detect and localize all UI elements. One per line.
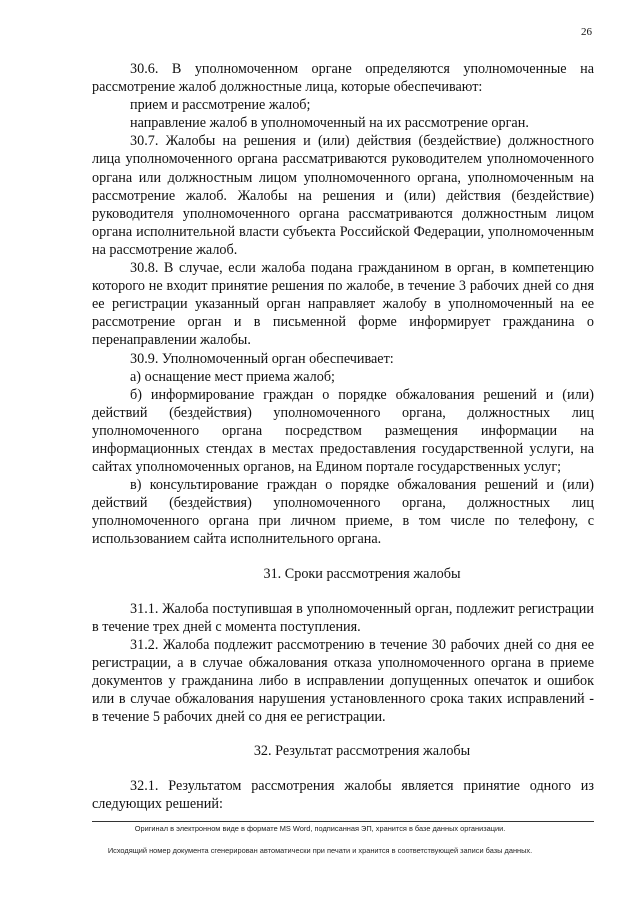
footer-note-outgoing-number: Исходящий номер документа сгенерирован автоматически при печати и хранится в соответствующей записи базы данных.: [107, 846, 533, 855]
list-item-b: б) информирование граждан о порядке обжалования решений и (или) действий (бездействия) уполномоченного органа, должностных лиц уполномоченного органа посредством размещения информации на информационных стендах в местах предоставления государственной услуги, на сайтах уполномоченных органов, на Едином портале государственных услуг;: [92, 386, 594, 476]
list-item-v: в) консультирование граждан о порядке обжалования решений и (или) действий (бездействия) уполномоченного органа, должностных лиц уполномоченного органа при личном приеме, в том числе по телефону, с использованием сайта исполнительного органа.: [92, 477, 594, 548]
paragraph-30-7: 30.7. Жалобы на решения и (или) действия (бездействие) должностного лица уполномоченного органа рассматриваются руководителем уполномоченного органа или должностным лицом уполномоченного органа, уполномоченным на рассмотрение жалоб. Жалобы на решения и (или) действия (бездействие) руководителя уполномоченного органа рассматриваются должностным лицом органа исполнительной власти субъекта Российской Федерации, уполномоченным на рассмотрение жалоб.: [92, 133, 594, 258]
document-body: [92, 60, 594, 814]
footer-divider: [92, 821, 594, 822]
section-heading-32: 32. Результат рассмотрения жалобы: [253, 743, 471, 760]
paragraph-30-8: 30.8. В случае, если жалоба подана гражданином в орган, в компетенцию которого не входит принятие решения по жалобе, в течение 3 рабочих дней со дня ее регистрации указанный орган направляет жалобу в уполномоченный на ее рассмотрение орган и в письменной форме информирует гражданина о перенаправлении жалобы.: [92, 260, 594, 349]
paragraph-30-9: 30.9. Уполномоченный орган обеспечивает:: [130, 350, 394, 367]
paragraph-30-6: 30.6. В уполномоченном органе определяются уполномоченные на рассмотрение жалоб должностные лица, которые обеспечивают:: [92, 61, 594, 96]
section-heading-31: 31. Сроки рассмотрения жалобы: [263, 565, 461, 582]
paragraph-32-1: 32.1. Результатом рассмотрения жалобы является принятие одного из следующих решений:: [92, 778, 594, 813]
paragraph-31-2: 31.2. Жалоба подлежит рассмотрению в течение 30 рабочих дней со дня ее регистрации, а в случае обжалования отказа уполномоченного органа в приеме документов у гражданина либо в исправлении допущенных опечаток и ошибок или в случае обжалования нарушения установленного срока таких исправлений - в течение 5 рабочих дней со дня ее регистрации.: [92, 636, 594, 726]
list-item-a: а) оснащение мест приема жалоб;: [130, 368, 335, 385]
list-item-forwarding: направление жалоб в уполномоченный на их рассмотрение орган.: [130, 115, 529, 132]
list-item-receipt: прием и рассмотрение жалоб;: [130, 97, 311, 114]
paragraph-31-1: 31.1. Жалоба поступившая в уполномоченный орган, подлежит регистрации в течение трех дней с момента поступления.: [92, 600, 594, 635]
footer-note-original: Оригинал в электронном виде в формате MS Word, подписанная ЭП, хранится в базе данных организации.: [134, 824, 506, 833]
page-number: 26: [581, 26, 592, 38]
